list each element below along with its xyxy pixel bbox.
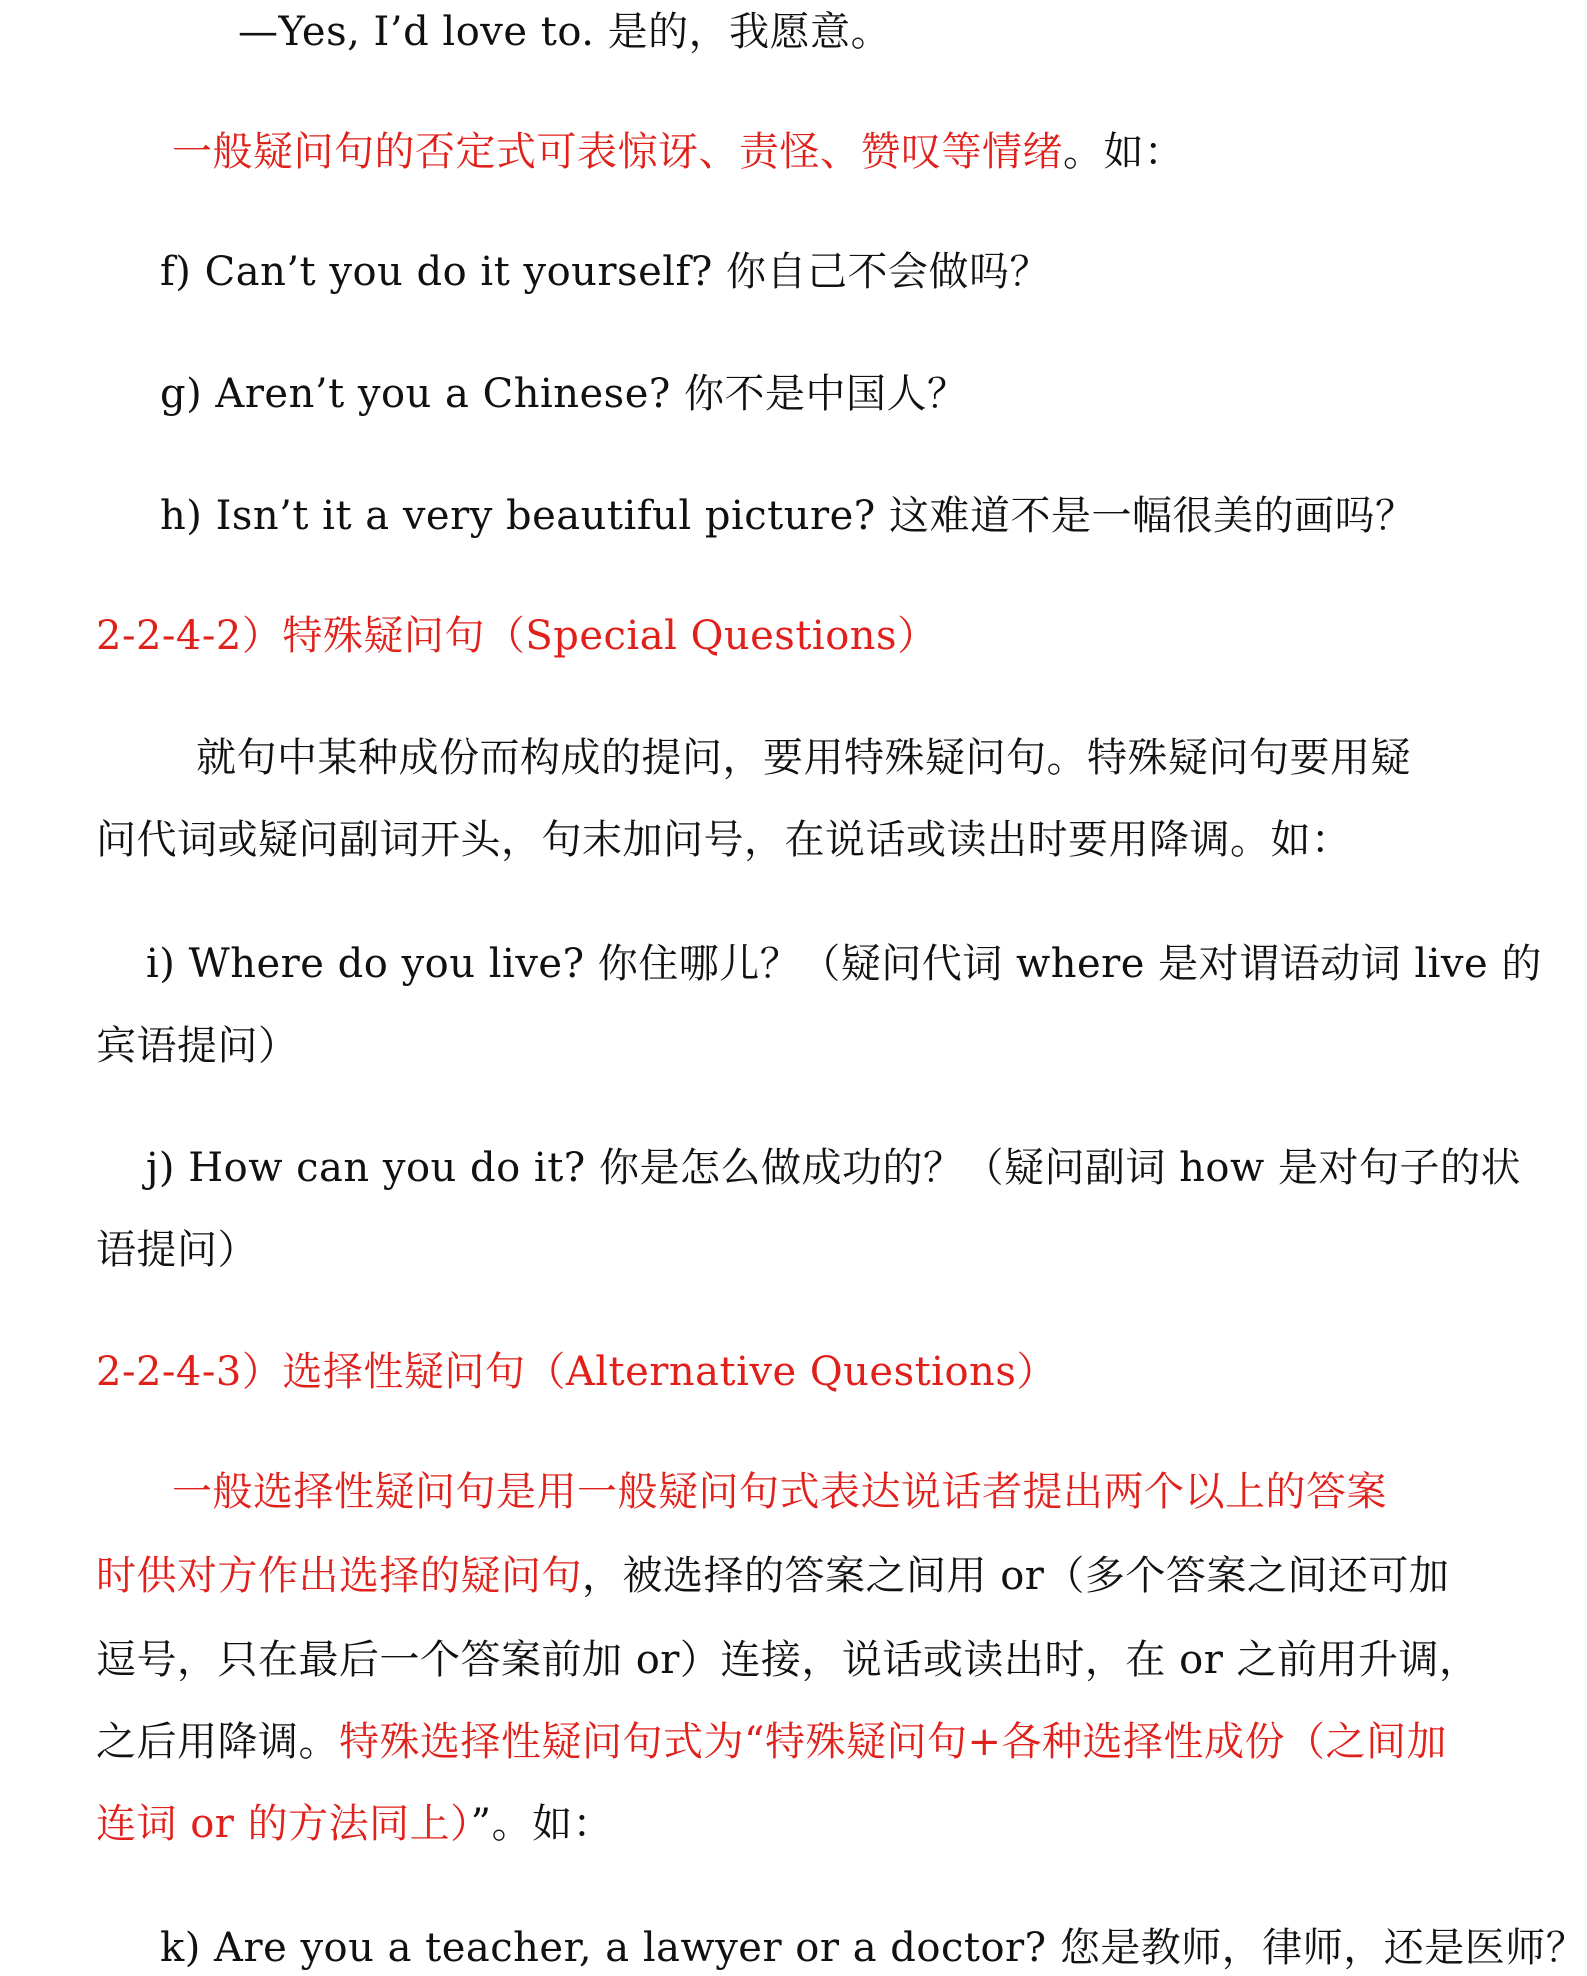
plain-text: ，被选择的答案之间用 or（多个答案之间还可加: [582, 1553, 1450, 1599]
paragraph-line: 问代词或疑问副词开头，句末加问号，在说话或读出时要用降调。如：: [96, 817, 1352, 863]
example-f: f) Can’t you do it yourself? 你自己不会做吗？: [160, 249, 1051, 295]
section-heading-alternative-questions: 2-2-4-3）选择性疑问句（Alternative Questions）: [96, 1349, 1057, 1395]
paragraph-line: 逗号，只在最后一个答案前加 or）连接，说话或读出时，在 or 之前用升调，: [96, 1637, 1480, 1683]
highlighted-text: 连词 or 的方法同上）: [96, 1801, 471, 1847]
example-j-continued: 语提问）: [96, 1227, 258, 1273]
dialogue-answer-line: —Yes, I’d love to. 是的，我愿意。: [238, 9, 892, 55]
paragraph-line: 就句中某种成份而构成的提问，要用特殊疑问句。特殊疑问句要用疑: [196, 735, 1411, 781]
plain-text: 之后用降调。: [96, 1719, 339, 1765]
section-heading-special-questions: 2-2-4-2）特殊疑问句（Special Questions）: [96, 613, 938, 659]
paragraph-line: [96, 1552, 1449, 1600]
example-i-continued: 宾语提问）: [96, 1023, 299, 1069]
example-g: g) Aren’t you a Chinese? 你不是中国人？: [160, 371, 968, 417]
plain-text: ”。如：: [470, 1801, 614, 1847]
plain-text: 。如：: [1063, 129, 1185, 175]
paragraph-line: [96, 1800, 613, 1848]
paragraph-line: 一般选择性疑问句是用一般疑问句式表达说话者提出两个以上的答案: [172, 1469, 1387, 1515]
negative-question-note: [172, 128, 1185, 176]
example-i: i) Where do you live? 你住哪儿？（疑问代词 where 是对谓语动词 live 的: [146, 941, 1542, 987]
paragraph-line: [96, 1718, 1447, 1766]
highlighted-text: 一般疑问句的否定式可表惊讶、责怪、赞叹等情绪: [172, 129, 1063, 175]
highlighted-text: 时供对方作出选择的疑问句: [96, 1553, 582, 1599]
example-k: k) Are you a teacher, a lawyer or a doctor? 您是教师，律师，还是医师？: [160, 1925, 1587, 1971]
example-j: j) How can you do it? 你是怎么做成功的？（疑问副词 how 是对句子的状: [146, 1145, 1521, 1191]
highlighted-text: 特殊选择性疑问句式为“特殊疑问句+各种选择性成份（之间加: [339, 1719, 1447, 1765]
example-h: h) Isn’t it a very beautiful picture? 这难道不是一幅很美的画吗？: [160, 493, 1416, 539]
